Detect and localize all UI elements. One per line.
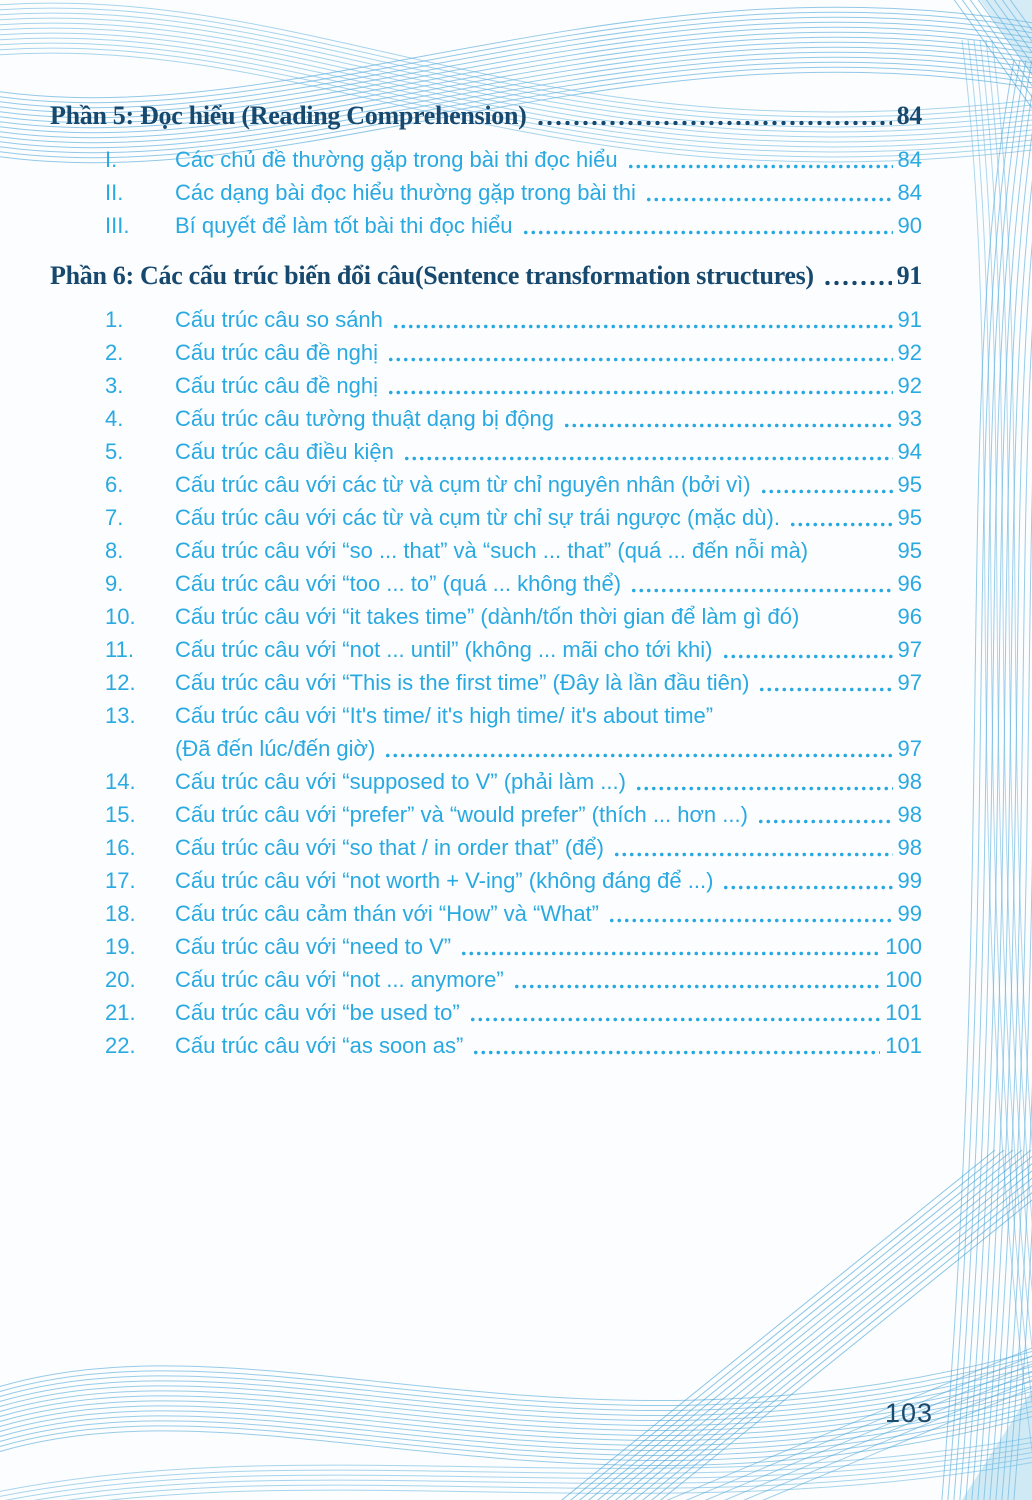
toc-item xyxy=(50,699,922,732)
dot-leader xyxy=(613,851,893,858)
item-label: Cấu trúc câu điều kiện xyxy=(175,439,394,464)
dot-leader xyxy=(635,785,893,792)
item-page-number: 84 xyxy=(897,180,922,205)
toc-item xyxy=(50,303,922,336)
toc-item xyxy=(50,633,922,666)
toc-item xyxy=(50,402,922,435)
dot-leader xyxy=(387,389,892,396)
dot-leader xyxy=(522,229,893,236)
item-number: 17. xyxy=(105,868,136,893)
item-label: Cấu trúc câu với “so that / in order that” (để) xyxy=(175,835,604,860)
dot-leader xyxy=(384,752,892,759)
item-number: 18. xyxy=(105,901,136,926)
item-label: Cấu trúc câu với “It's time/ it's high time/ it's about time” xyxy=(175,703,714,728)
section-heading xyxy=(50,256,922,296)
item-label: Cấu trúc câu với “need to V” xyxy=(175,934,452,959)
item-number: II. xyxy=(105,180,124,205)
item-label: Cấu trúc câu với “it takes time” (dành/tốn thời gian để làm gì đó) xyxy=(175,604,800,629)
item-page-number: 92 xyxy=(897,340,922,365)
item-page-number: 96 xyxy=(897,604,922,629)
item-number: 16. xyxy=(105,835,136,860)
item-label: Cấu trúc câu với các từ và cụm từ chỉ nguyên nhân (bởi vì) xyxy=(175,472,751,497)
item-page-number: 96 xyxy=(897,571,922,596)
page-number: 103 xyxy=(885,1398,934,1428)
toc-item xyxy=(50,798,922,831)
toc-item xyxy=(50,765,922,798)
dot-leader xyxy=(513,983,881,990)
item-page-number: 100 xyxy=(885,934,922,959)
item-label: Cấu trúc câu với “too ... to” (quá ... không thể) xyxy=(175,571,622,596)
toc-item xyxy=(50,176,922,209)
item-number: 12. xyxy=(105,670,136,695)
toc-item xyxy=(50,831,922,864)
dot-leader xyxy=(645,196,893,203)
item-label: Cấu trúc câu với “This is the first time” (Đây là lần đầu tiên) xyxy=(175,670,750,695)
item-page-number: 100 xyxy=(885,967,922,992)
item-number: I. xyxy=(105,147,118,172)
dot-leader xyxy=(608,917,893,924)
item-label: Cấu trúc câu đề nghị xyxy=(175,340,379,365)
toc-item xyxy=(50,996,922,1029)
dot-leader xyxy=(758,686,892,693)
item-number: 7. xyxy=(105,505,124,530)
toc-item xyxy=(50,501,922,534)
item-label: (Đã đến lúc/đến giờ) xyxy=(175,736,376,761)
item-page-number: 95 xyxy=(897,505,922,530)
item-label: Bí quyết để làm tốt bài thi đọc hiểu xyxy=(175,213,513,238)
item-page-number: 101 xyxy=(885,1000,922,1025)
item-page-number: 97 xyxy=(897,637,922,662)
section-title: Phần 6: Các cấu trúc biến đổi câu(Sentence transformation structures) xyxy=(50,261,814,290)
section-title: Phần 5: Đọc hiểu (Reading Comprehension) xyxy=(50,101,527,130)
dot-leader xyxy=(387,356,892,363)
item-page-number: 99 xyxy=(897,901,922,926)
item-number: 3. xyxy=(105,373,124,398)
item-number: 14. xyxy=(105,769,136,794)
section-page-number: 84 xyxy=(896,101,922,130)
section-heading xyxy=(50,96,922,136)
item-label: Cấu trúc câu với “as soon as” xyxy=(175,1033,464,1058)
toc-item xyxy=(50,963,922,996)
dot-leader xyxy=(460,950,880,957)
item-page-number: 98 xyxy=(897,835,922,860)
dot-leader xyxy=(823,279,892,287)
item-label: Các chủ đề thường gặp trong bài thi đọc hiểu xyxy=(175,147,618,172)
item-number: 13. xyxy=(105,703,136,728)
toc-item xyxy=(50,930,922,963)
item-label: Cấu trúc câu đề nghị xyxy=(175,373,379,398)
item-label: Cấu trúc câu với “not worth + V-ing” (không đáng để ...) xyxy=(175,868,714,893)
item-number: 22. xyxy=(105,1033,136,1058)
dot-leader xyxy=(403,455,893,462)
item-page-number: 84 xyxy=(897,147,922,172)
item-page-number: 98 xyxy=(897,769,922,794)
toc-item xyxy=(50,567,922,600)
dot-leader xyxy=(536,119,892,127)
item-label: Cấu trúc câu tường thuật dạng bị động xyxy=(175,406,554,431)
item-label: Cấu trúc câu với “so ... that” và “such ... that” (quá ... đến nỗi mà) xyxy=(175,538,809,563)
item-page-number: 91 xyxy=(897,307,922,332)
item-number: 20. xyxy=(105,967,136,992)
item-number: 19. xyxy=(105,934,136,959)
item-label: Các dạng bài đọc hiểu thường gặp trong bài thi xyxy=(175,180,636,205)
item-number: 11. xyxy=(105,637,134,662)
item-number: 21. xyxy=(105,1000,136,1025)
dot-leader xyxy=(760,488,893,495)
dot-leader xyxy=(469,1016,881,1023)
item-number: 8. xyxy=(105,538,124,563)
item-label: Cấu trúc câu cảm thán với “How” và “What” xyxy=(175,901,599,926)
toc-item xyxy=(50,897,922,930)
toc-item xyxy=(50,534,922,567)
toc-item xyxy=(50,864,922,897)
item-label: Cấu trúc câu với “not ... until” (không ... mãi cho tới khi) xyxy=(175,637,713,662)
item-page-number: 93 xyxy=(897,406,922,431)
item-number: 1. xyxy=(105,307,124,332)
toc-item-continuation xyxy=(50,732,922,765)
toc-item xyxy=(50,1029,922,1062)
toc-item xyxy=(50,336,922,369)
toc-item xyxy=(50,143,922,176)
item-number: 10. xyxy=(105,604,136,629)
item-label: Cấu trúc câu với “be used to” xyxy=(175,1000,460,1025)
dot-leader xyxy=(472,1049,880,1056)
toc-item xyxy=(50,369,922,402)
item-number: III. xyxy=(105,213,130,238)
item-page-number: 94 xyxy=(897,439,922,464)
item-number: 2. xyxy=(105,340,124,365)
dot-leader xyxy=(630,587,892,594)
toc-item xyxy=(50,666,922,699)
section-page-number: 91 xyxy=(896,261,922,290)
item-label: Cấu trúc câu với “supposed to V” (phải làm ...) xyxy=(175,769,626,794)
item-number: 4. xyxy=(105,406,124,431)
item-number: 5. xyxy=(105,439,124,464)
dot-leader xyxy=(392,323,893,330)
item-page-number: 97 xyxy=(897,670,922,695)
dot-leader xyxy=(722,884,892,891)
item-page-number: 95 xyxy=(897,538,922,563)
toc-item xyxy=(50,468,922,501)
item-label: Cấu trúc câu với các từ và cụm từ chỉ sự trái ngược (mặc dù). xyxy=(175,505,780,530)
item-label: Cấu trúc câu với “not ... anymore” xyxy=(175,967,504,992)
dot-leader xyxy=(627,163,893,170)
item-page-number: 98 xyxy=(897,802,922,827)
toc-item xyxy=(50,600,922,633)
item-page-number: 99 xyxy=(897,868,922,893)
toc-item xyxy=(50,209,922,242)
toc-item xyxy=(50,435,922,468)
item-number: 15. xyxy=(105,802,136,827)
item-label: Cấu trúc câu so sánh xyxy=(175,307,383,332)
item-page-number: 97 xyxy=(897,736,922,761)
item-page-number: 90 xyxy=(897,213,922,238)
item-number: 9. xyxy=(105,571,124,596)
table-of-contents xyxy=(50,96,922,1062)
dot-leader xyxy=(789,521,893,528)
item-label: Cấu trúc câu với “prefer” và “would prefer” (thích ... hơn ...) xyxy=(175,802,748,827)
dot-leader xyxy=(722,653,893,660)
dot-leader xyxy=(757,818,893,825)
dot-leader xyxy=(563,422,893,429)
item-page-number: 92 xyxy=(897,373,922,398)
item-page-number: 95 xyxy=(897,472,922,497)
item-page-number: 101 xyxy=(885,1033,922,1058)
item-number: 6. xyxy=(105,472,124,497)
